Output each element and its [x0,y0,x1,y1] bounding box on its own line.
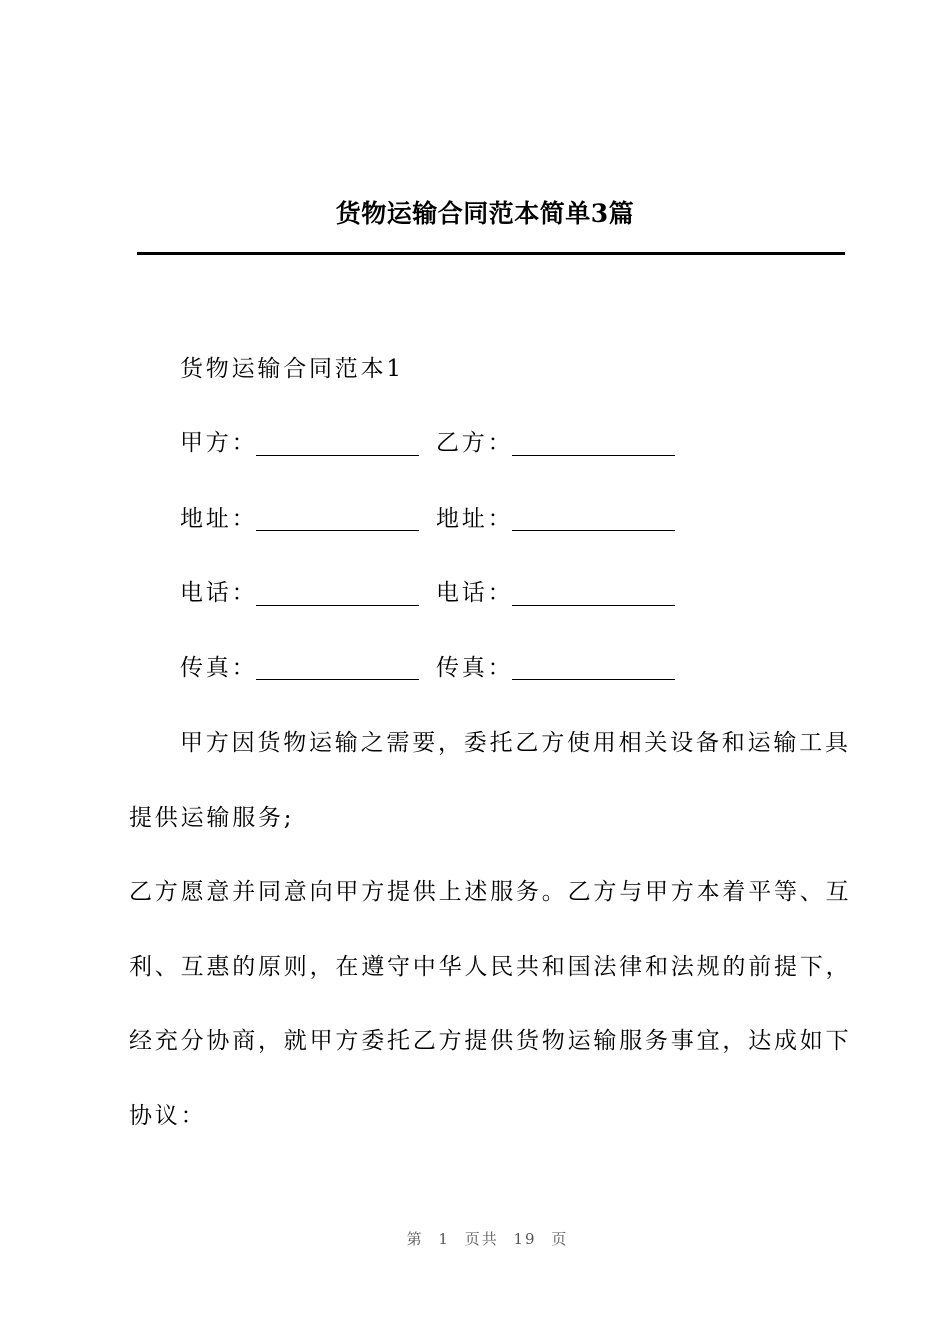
fax-a-label: 传真： [180,655,258,681]
phone-a-blank [256,605,419,606]
section-heading: 货物运输合同范本1 [180,356,404,382]
phone-b-blank [512,605,675,606]
address-b-blank [512,530,675,531]
paragraph-line: 利、互惠的原则，在遵守中华人民共和国法律和法规的前提下， [129,954,852,980]
page-number-footer: 第 1 页共 19 页 [406,1230,569,1248]
party-b-label: 乙方： [436,430,514,456]
party-b-blank [512,455,675,456]
address-a-blank [256,530,419,531]
paragraph-line: 提供运输服务; [129,805,295,831]
paragraph-line: 协议： [129,1103,207,1129]
phone-b-label: 电话： [436,580,514,606]
fax-b-blank [512,679,675,680]
phone-a-label: 电话： [180,580,258,606]
fax-b-label: 传真： [436,655,514,681]
fax-a-blank [256,679,419,680]
title-underline [137,252,845,255]
party-a-label: 甲方： [180,430,258,456]
address-b-label: 地址： [436,506,514,532]
paragraph-line: 经充分协商，就甲方委托乙方提供货物运输服务事宜，达成如下 [129,1028,852,1054]
party-a-blank [256,455,419,456]
paragraph-line: 甲方因货物运输之需要，委托乙方使用相关设备和运输工具 [180,730,851,756]
paragraph-line: 乙方愿意并同意向甲方提供上述服务。乙方与甲方本着平等、互 [129,879,852,905]
document-title: 货物运输合同范本简单3篇 [335,199,635,228]
address-a-label: 地址： [180,506,258,532]
